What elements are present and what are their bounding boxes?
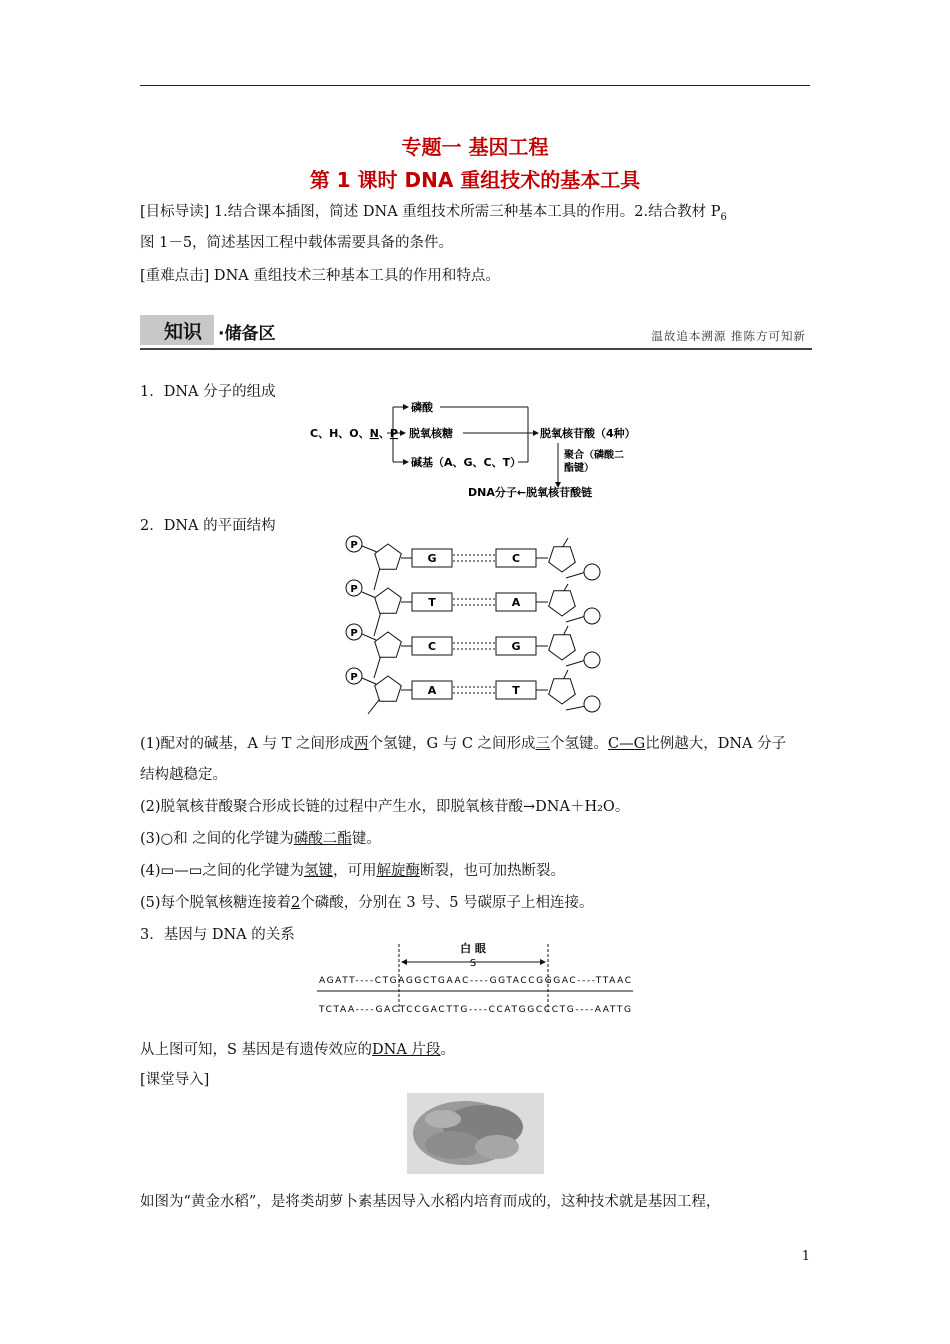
gene-dna-diagram xyxy=(315,940,645,1020)
key-label: [重难点击] xyxy=(140,268,210,284)
dna-strand-top: AGATT----CTGAGGCTGAAC----GGTACCGGGAC----TTAAC xyxy=(319,976,631,986)
header-rule xyxy=(140,85,810,86)
golden-rice-photo xyxy=(407,1093,544,1174)
conclusion-answer: DNA 片段 xyxy=(372,1042,441,1058)
base-letter: G xyxy=(511,640,521,653)
banner-main: 知识 xyxy=(164,321,203,343)
goal-subscript: 6 xyxy=(720,211,727,223)
elements-label: C、H、O、N、P xyxy=(310,427,398,440)
dna-strand-bottom: TCTAA----GACTCCGACTTG----CCATGGCCCTG----AATTG xyxy=(319,1005,631,1015)
deoxyribose-pentagon xyxy=(375,544,402,569)
item5-text-a: (5)每个脱氧核糖连接着 xyxy=(140,895,292,911)
phosphate-circle xyxy=(584,564,600,580)
item3-answer: 磷酸二酯 xyxy=(293,831,352,847)
section3-conclusion xyxy=(140,1036,815,1064)
base-letter: A xyxy=(511,596,521,609)
item1-text-g: 比例越大，DNA 分子 xyxy=(645,736,787,752)
polymer-label-1: 聚合（磷酸二 xyxy=(564,450,624,461)
deoxyribose-pentagon xyxy=(549,591,576,616)
dna-composition-diagram xyxy=(300,398,660,502)
arrow-head xyxy=(400,430,406,436)
topic-title: 专题一 基因工程 xyxy=(401,135,549,159)
base-letter: T xyxy=(428,596,436,609)
goal-paragraph xyxy=(140,198,815,232)
arrow-head xyxy=(533,430,539,436)
conclusion-text: 从上图可知，S 基因是有遗传效应的 xyxy=(140,1042,373,1058)
phosphate-circle xyxy=(584,608,600,624)
base-pairs xyxy=(346,536,600,712)
arrow-head xyxy=(401,959,407,965)
item5-text-c: 个磷酸，分别在 3 号、5 号碳原子上相连接。 xyxy=(300,895,594,911)
key-paragraph xyxy=(140,262,815,290)
deoxyribose-pentagon xyxy=(375,632,402,657)
dna-planar-structure xyxy=(340,530,610,720)
gene-name-label: S xyxy=(469,958,477,969)
section2-heading: 2．DNA 的平面结构 xyxy=(140,518,276,534)
key-text: DNA 重组技术三种基本工具的作用和特点。 xyxy=(209,268,500,284)
conclusion-end: 。 xyxy=(440,1042,455,1058)
item-4 xyxy=(140,857,815,885)
item4-text-c: ，可用 xyxy=(332,863,377,879)
phosphate-label: P xyxy=(350,540,358,551)
item3-text-c: 键。 xyxy=(351,831,381,847)
item-2: (2)脱氧核苷酸聚合形成长链的过程中产生水，即脱氧核苷酸→DNA＋H₂O。 xyxy=(140,799,630,815)
item-1-cont: 结构越稳定。 xyxy=(140,767,227,783)
item1-text-e: 个氢键。 xyxy=(550,736,609,752)
item1-answer-cg: C—G xyxy=(608,736,646,752)
goal-paragraph-2: 图 1－5，简述基因工程中载体需要具备的条件。 xyxy=(140,235,454,251)
item4-text-e: 断裂，也可加热断裂。 xyxy=(419,863,565,879)
gene-trait-label: 白 眼 xyxy=(460,942,486,955)
item5-answer: 2 xyxy=(291,895,301,911)
classroom-label: [课堂导入] xyxy=(140,1072,210,1088)
base-letter: G xyxy=(427,552,437,565)
item4-text-a: (4)▭—▭之间的化学键为 xyxy=(140,863,304,879)
goal-text: 1.结合课本插图，简述 DNA 重组技术所需三种基本工具的作用。2.结合教材 P xyxy=(209,204,721,220)
section3-heading: 3．基因与 DNA 的关系 xyxy=(140,927,295,943)
item1-text-c: 个氢键，G 与 C 之间形成 xyxy=(368,736,536,752)
item4-answer-enzyme: 解旋酶 xyxy=(376,863,420,879)
deoxyribose-pentagon xyxy=(549,635,576,660)
item-5 xyxy=(140,889,815,917)
banner-sub-text: 储备区 xyxy=(224,324,276,344)
polymer-label-2: 酯键） xyxy=(564,463,594,474)
dna-chain-label: DNA分子←脱氧核苷酸链 xyxy=(468,486,593,499)
item-1 xyxy=(140,730,815,758)
item-3 xyxy=(140,825,815,853)
classroom-text: 如图为“黄金水稻”，是将类胡萝卜素基因导入水稻内培育而成的，这种技术就是基因工程， xyxy=(140,1194,721,1210)
item1-answer-three: 三 xyxy=(535,736,551,752)
section1-heading: 1．DNA 分子的组成 xyxy=(140,384,276,400)
base-letter: T xyxy=(512,684,520,697)
banner-dot: · xyxy=(218,324,225,344)
phosphate-circle xyxy=(584,652,600,668)
lesson-title: 第 1 课时 DNA 重组技术的基本工具 xyxy=(309,168,641,192)
banner-rule xyxy=(140,348,812,350)
item1-text-a: (1)配对的碱基，A 与 T 之间形成 xyxy=(140,736,355,752)
page-number: 1 xyxy=(801,1249,810,1264)
phosphate-label: 磷酸 xyxy=(411,401,433,414)
deoxyribose-pentagon xyxy=(375,676,402,701)
arrow-head xyxy=(403,404,409,410)
item3-text-a: (3)○和 之间的化学键为 xyxy=(140,831,294,847)
section-banner xyxy=(140,315,812,349)
goal-label: [目标导读] xyxy=(140,204,210,220)
deoxyribose-pentagon xyxy=(375,588,402,613)
phosphate-circle xyxy=(584,696,600,712)
item1-answer-two: 两 xyxy=(354,736,369,752)
arrow-head xyxy=(540,959,546,965)
sugar-label: 脱氧核糖 xyxy=(409,427,453,440)
phosphate-label: P xyxy=(350,584,358,595)
banner-motto: 温故追本溯源 推陈方可知新 xyxy=(651,329,806,343)
phosphate-label: P xyxy=(350,672,358,683)
banner-sub xyxy=(218,319,275,344)
deoxyribose-pentagon xyxy=(549,547,576,572)
phosphate-label: P xyxy=(350,628,358,639)
item4-answer-bond: 氢键 xyxy=(303,863,333,879)
base-letter: A xyxy=(427,684,437,697)
deoxyribose-pentagon xyxy=(549,679,576,704)
base-letter: C xyxy=(427,640,437,653)
nucleotide-label: 脱氧核苷酸（4种） xyxy=(540,427,636,440)
bases-label: 碱基（A、G、C、T） xyxy=(411,456,522,469)
base-letter: C xyxy=(511,552,521,565)
arrow-head xyxy=(403,459,409,465)
